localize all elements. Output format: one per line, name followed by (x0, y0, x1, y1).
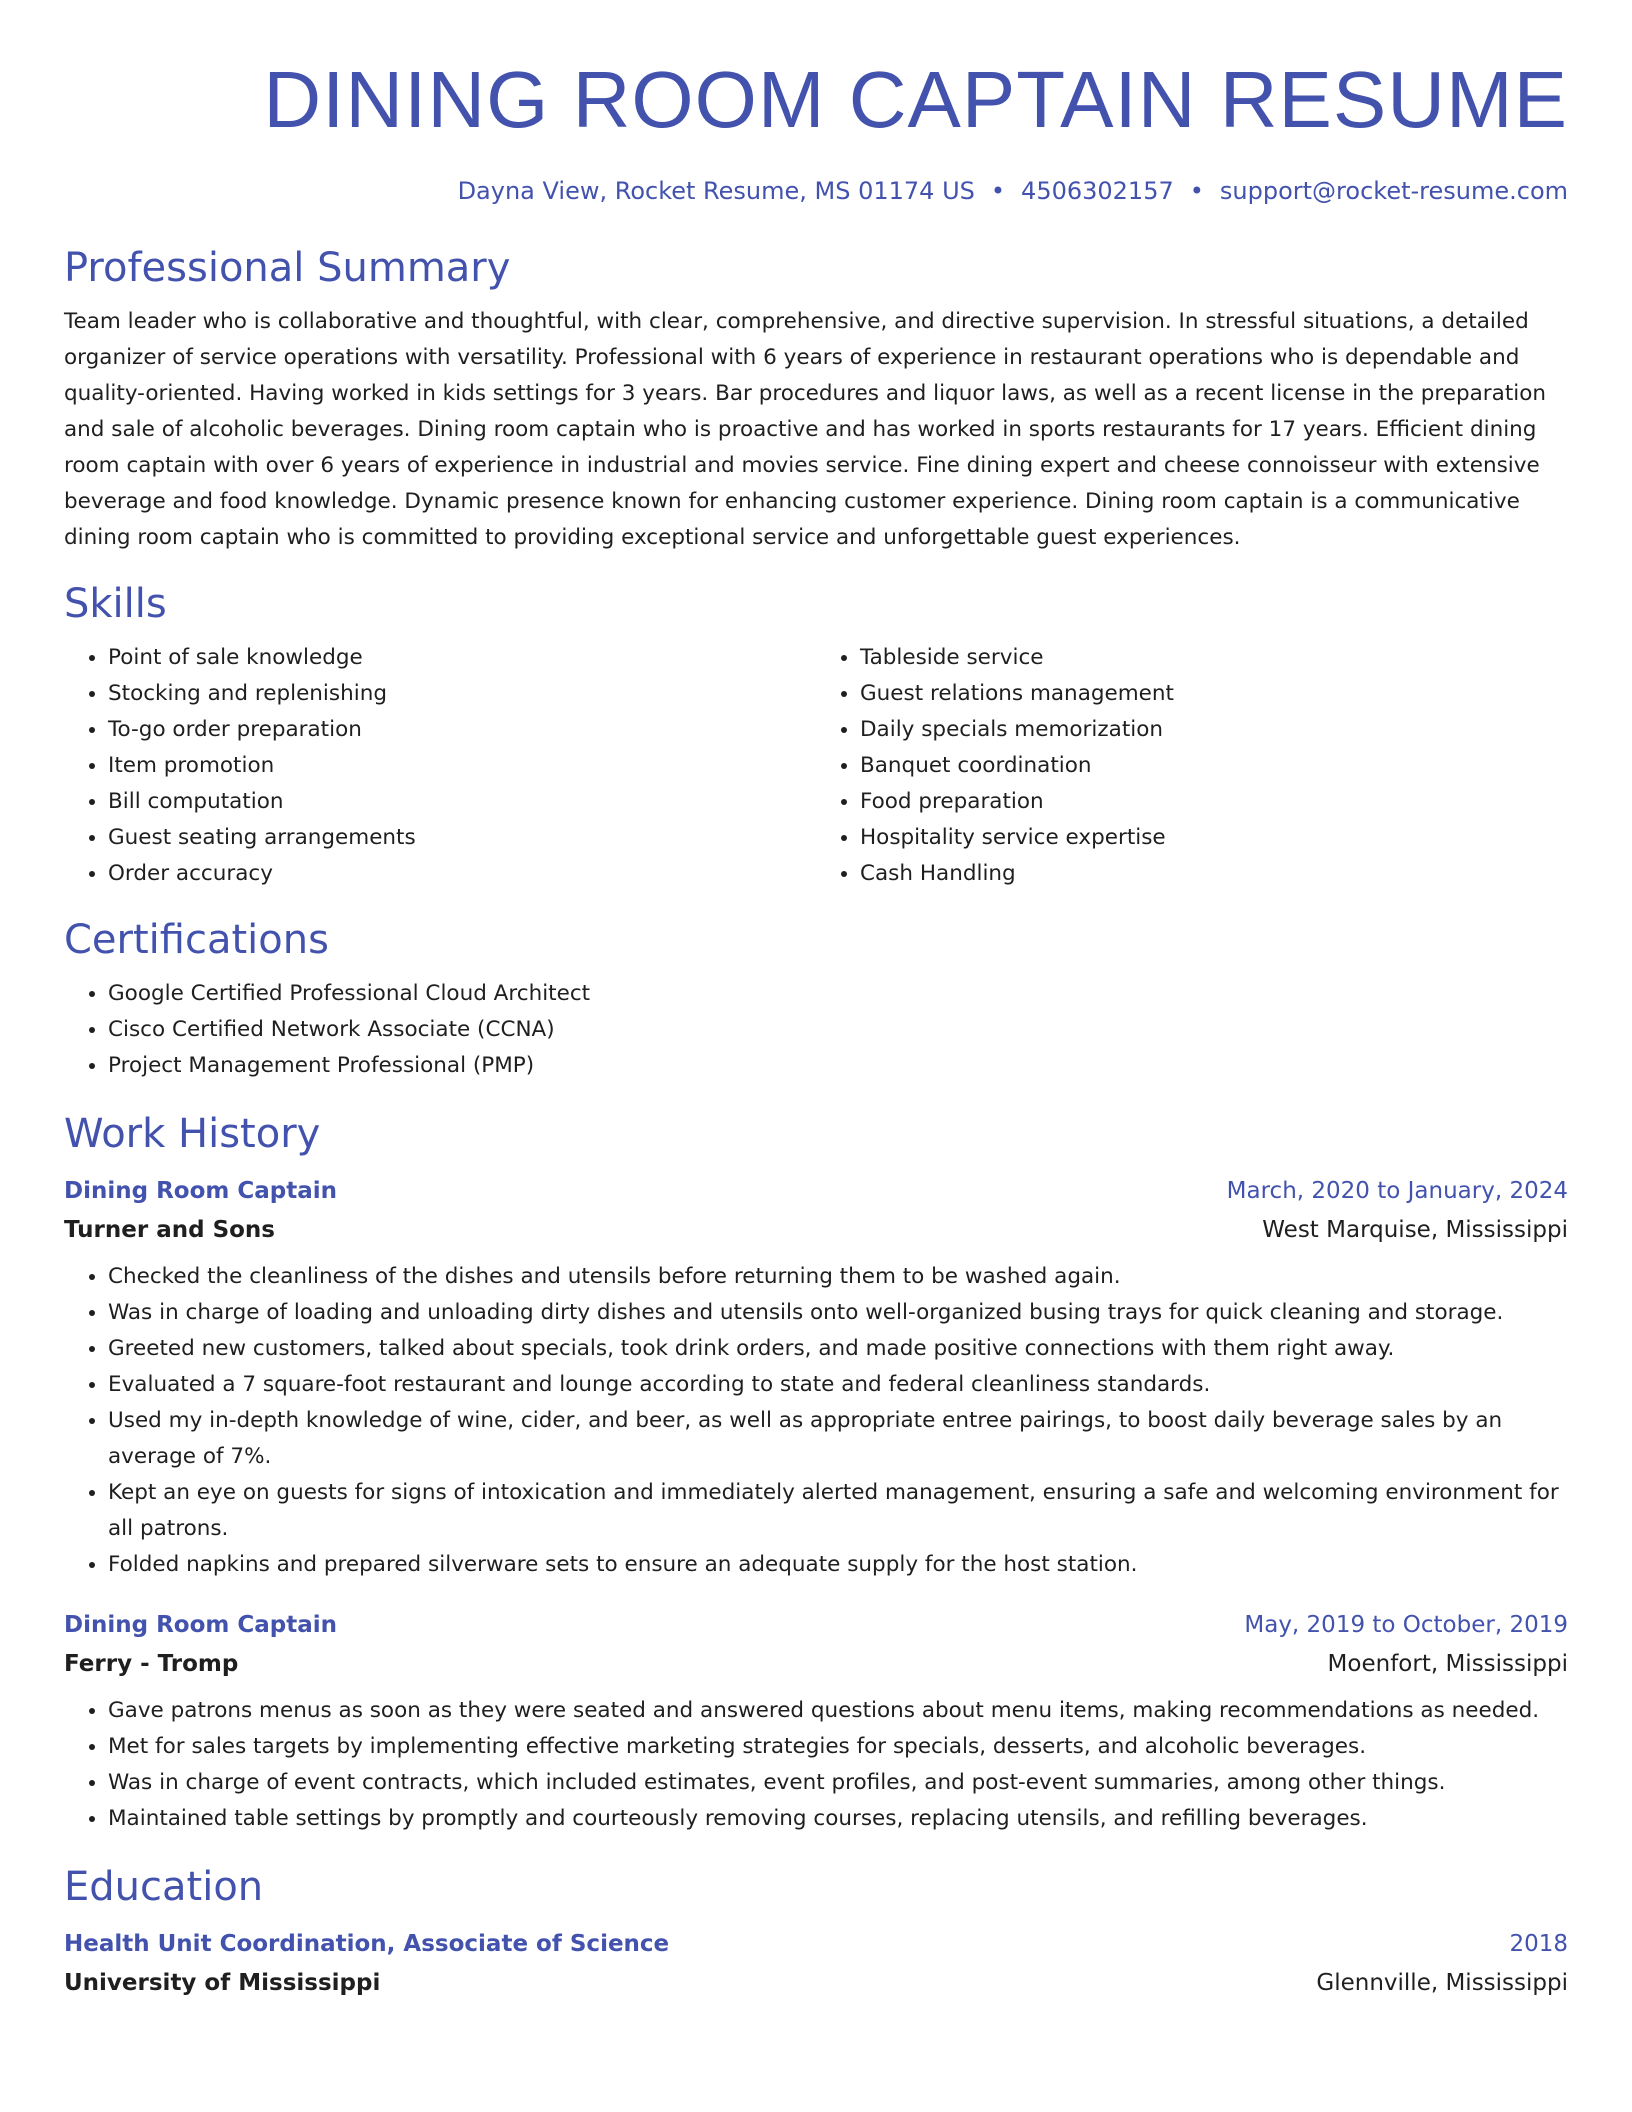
job-bullet: • Met for sales targets by implementing effective marketing strategies for specials, desserts, and alcoholic beverages. (108, 1729, 1568, 1765)
contact-separator: • (990, 177, 1006, 205)
work-history-heading: Work History (64, 1111, 321, 1157)
job-bullet: • Checked the cleanliness of the dishes and utensils before returning them to be washed again. (108, 1259, 1568, 1295)
job-header-row (64, 1610, 1568, 1640)
job-bullet: • Evaluated a 7 square-foot restaurant and lounge according to state and federal cleanliness standards. (108, 1367, 1568, 1403)
skill-item: • Hospitality service expertise (860, 820, 1568, 856)
skill-item: • Food preparation (860, 784, 1568, 820)
education-degree: Health Unit Coordination, Associate of Science (64, 1931, 670, 1957)
contact-line (64, 176, 1568, 206)
job-entry (64, 1176, 1568, 1583)
skills-list (64, 640, 1568, 892)
job-company-row (64, 1649, 1568, 1679)
job-bullet: • Maintained table settings by promptly and courteously removing courses, replacing utensils, and refilling beverages. (108, 1801, 1568, 1837)
job-bullets (64, 1693, 1568, 1837)
certifications-list (64, 976, 1568, 1084)
skill-item: • Point of sale knowledge (108, 640, 816, 676)
job-location: West Marquise, Mississippi (1262, 1217, 1568, 1243)
job-title: Dining Room Captain (64, 1178, 338, 1204)
job-header-row (64, 1176, 1568, 1206)
skills-heading: Skills (64, 581, 167, 627)
job-location: Moenfort, Mississippi (1327, 1651, 1568, 1677)
summary-text: Team leader who is collaborative and thoughtful, with clear, comprehensive, and directive supervision. In stressful situations, a detailed organizer of service operations with versatility. Professional with 6 years of experience in restaurant operations who is dependable and quality-oriented. Having worked in kids settings for 3 years. Bar procedures and liquor laws, as well as a recent license in the preparation and sale of alcoholic beverages. Dining room captain who is proactive and has worked in sports restaurants for 17 years. Efficient dining room captain with over 6 years of experience in industrial and movies service. Fine dining expert and cheese connoisseur with extensive beverage and food knowledge. Dynamic presence known for enhancing customer experience. Dining room captain is a communicative dining room captain who is committed to providing exceptional service and unforgettable guest experiences. (64, 309, 1547, 550)
summary-heading: Professional Summary (64, 245, 511, 291)
skill-item: • Guest seating arrangements (108, 820, 816, 856)
skill-item: • Banquet coordination (860, 748, 1568, 784)
contact-phone[interactable]: 4506302157 (1021, 177, 1174, 205)
skill-item: • Cash Handling (860, 856, 1568, 892)
skills-column-right (816, 640, 1568, 892)
job-bullet: • Was in charge of event contracts, which included estimates, event profiles, and post-event summaries, among other things. (108, 1765, 1568, 1801)
job-company: Turner and Sons (64, 1217, 275, 1243)
resume-title: DINING ROOM CAPTAIN RESUME (263, 55, 1568, 144)
job-dates: May, 2019 to October, 2019 (1244, 1612, 1568, 1638)
job-dates: March, 2020 to January, 2024 (1226, 1178, 1568, 1204)
education-location: Glennville, Mississippi (1316, 1970, 1568, 1996)
job-company: Ferry - Tromp (64, 1651, 239, 1677)
job-bullet: • Greeted new customers, talked about specials, took drink orders, and made positive connections with them right away. (108, 1331, 1568, 1367)
job-bullet: • Kept an eye on guests for signs of intoxication and immediately alerted management, ensuring a safe and welcoming environment for all patrons. (108, 1475, 1568, 1547)
certification-item: • Project Management Professional (PMP) (108, 1048, 1568, 1084)
skill-item: • Daily specials memorization (860, 712, 1568, 748)
job-bullet: • Was in charge of loading and unloading dirty dishes and utensils onto well-organized busing trays for quick cleaning and storage. (108, 1295, 1568, 1331)
job-bullet: • Gave patrons menus as soon as they were seated and answered questions about menu items, making recommendations as needed. (108, 1693, 1568, 1729)
job-bullet: • Folded napkins and prepared silverware sets to ensure an adequate supply for the host station. (108, 1547, 1568, 1583)
education-entry (64, 1929, 1568, 1998)
education-header-row (64, 1929, 1568, 1959)
skill-item: • Guest relations management (860, 676, 1568, 712)
job-bullet: • Used my in-depth knowledge of wine, cider, and beer, as well as appropriate entree pairings, to boost daily beverage sales by an average of 7%. (108, 1403, 1568, 1475)
skills-column-left (64, 640, 816, 892)
certification-item: • Cisco Certified Network Associate (CCNA) (108, 1012, 1568, 1048)
certification-item: • Google Certified Professional Cloud Architect (108, 976, 1568, 1012)
education-year: 2018 (1509, 1931, 1568, 1957)
job-company-row (64, 1215, 1568, 1245)
education-heading: Education (64, 1864, 264, 1910)
skill-item: • Order accuracy (108, 856, 816, 892)
education-school-row (64, 1968, 1568, 1998)
skill-item: • Item promotion (108, 748, 816, 784)
education-school: University of Mississippi (64, 1970, 381, 1996)
skill-item: • To-go order preparation (108, 712, 816, 748)
skill-item: • Bill computation (108, 784, 816, 820)
contact-email[interactable]: support@rocket-resume.com (1219, 177, 1568, 205)
job-entry (64, 1610, 1568, 1837)
job-title: Dining Room Captain (64, 1612, 338, 1638)
contact-address: Dayna View, Rocket Resume, MS 01174 US (457, 177, 975, 205)
skill-item: • Stocking and replenishing (108, 676, 816, 712)
skill-item: • Tableside service (860, 640, 1568, 676)
certifications-heading: Certifications (64, 917, 329, 963)
contact-separator: • (1189, 177, 1204, 205)
job-bullets (64, 1259, 1568, 1583)
